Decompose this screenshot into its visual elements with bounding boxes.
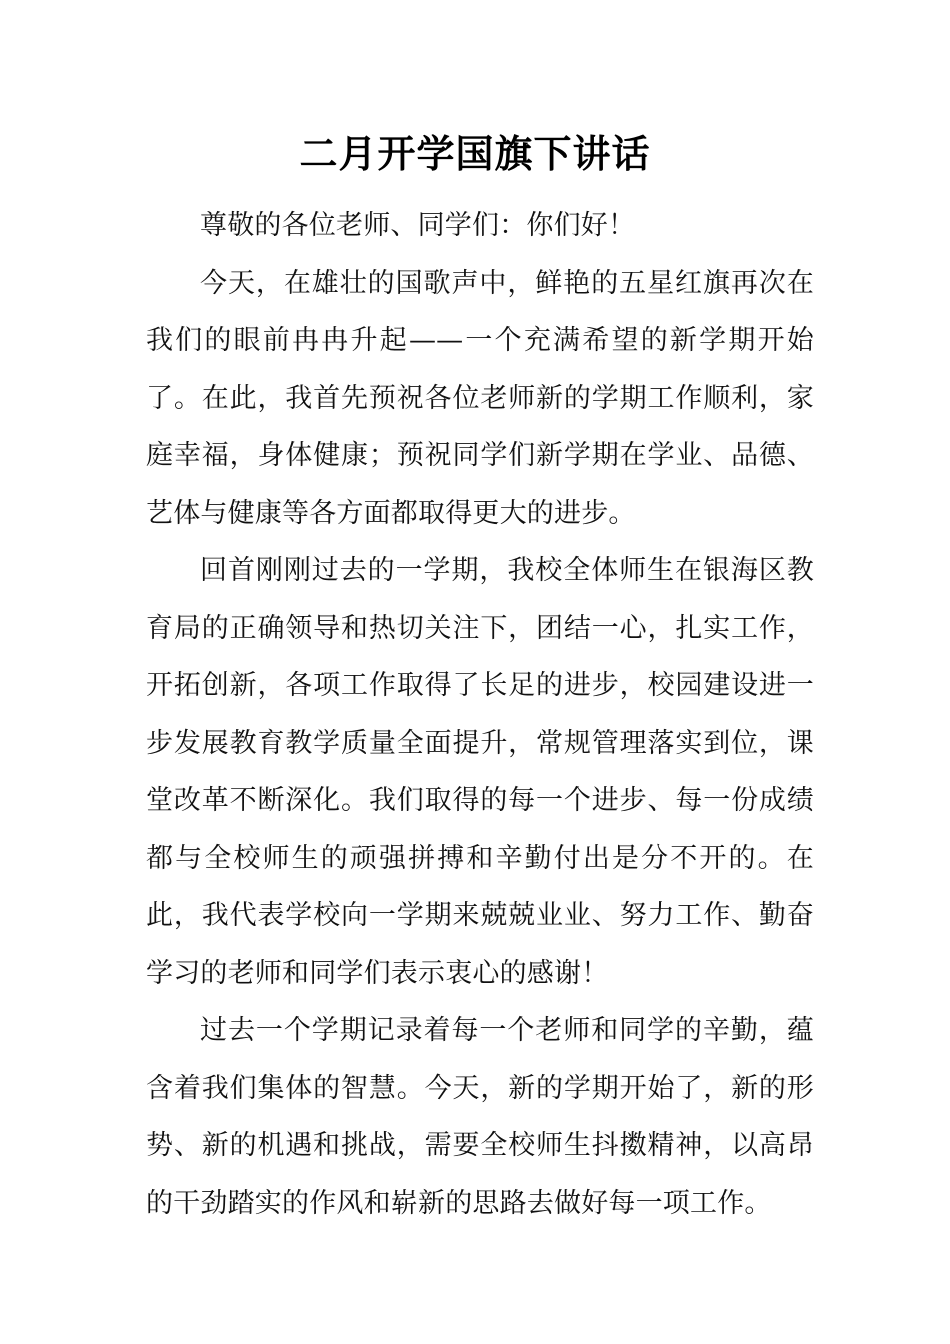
paragraph-review: 回首刚刚过去的一学期，我校全体师生在银海区教育局的正确领导和热切关注下，团结一心，扎实工作，开拓创新，各项工作取得了长足的进步，校园建设进一步发展教育教学质量全面提升，常规管理落实到位，课堂改革不断深化。我们取得的每一个进步、每一份成绩都与全校师生的顽强拼搏和辛勤付出是分不开的。在此，我代表学校向一学期来兢兢业业、努力工作、勤奋学习的老师和同学们表示衷心的感谢！ (146, 555, 814, 989)
paragraph-opening: 今天，在雄壮的国歌声中，鲜艳的五星红旗再次在我们的眼前冉冉升起——一个充满希望的新学期开始了。在此，我首先预祝各位老师新的学期工作顺利，家庭幸福，身体健康；预祝同学们新学期在学业、品德、艺体与健康等各方面都取得更大的进步。 (146, 267, 814, 529)
document-body (146, 197, 814, 1232)
paragraph-greeting: 尊敬的各位老师、同学们：你们好！ (200, 210, 636, 241)
document-title: 二月开学国旗下讲话 (299, 132, 651, 176)
paragraph-new-term: 过去一个学期记录着每一个老师和同学的辛勤，蕴含着我们集体的智慧。今天，新的学期开始了，新的形势、新的机遇和挑战，需要全校师生抖擞精神，以高昂的干劲踏实的作风和崭新的思路去做好每一项工作。 (146, 1015, 814, 1219)
